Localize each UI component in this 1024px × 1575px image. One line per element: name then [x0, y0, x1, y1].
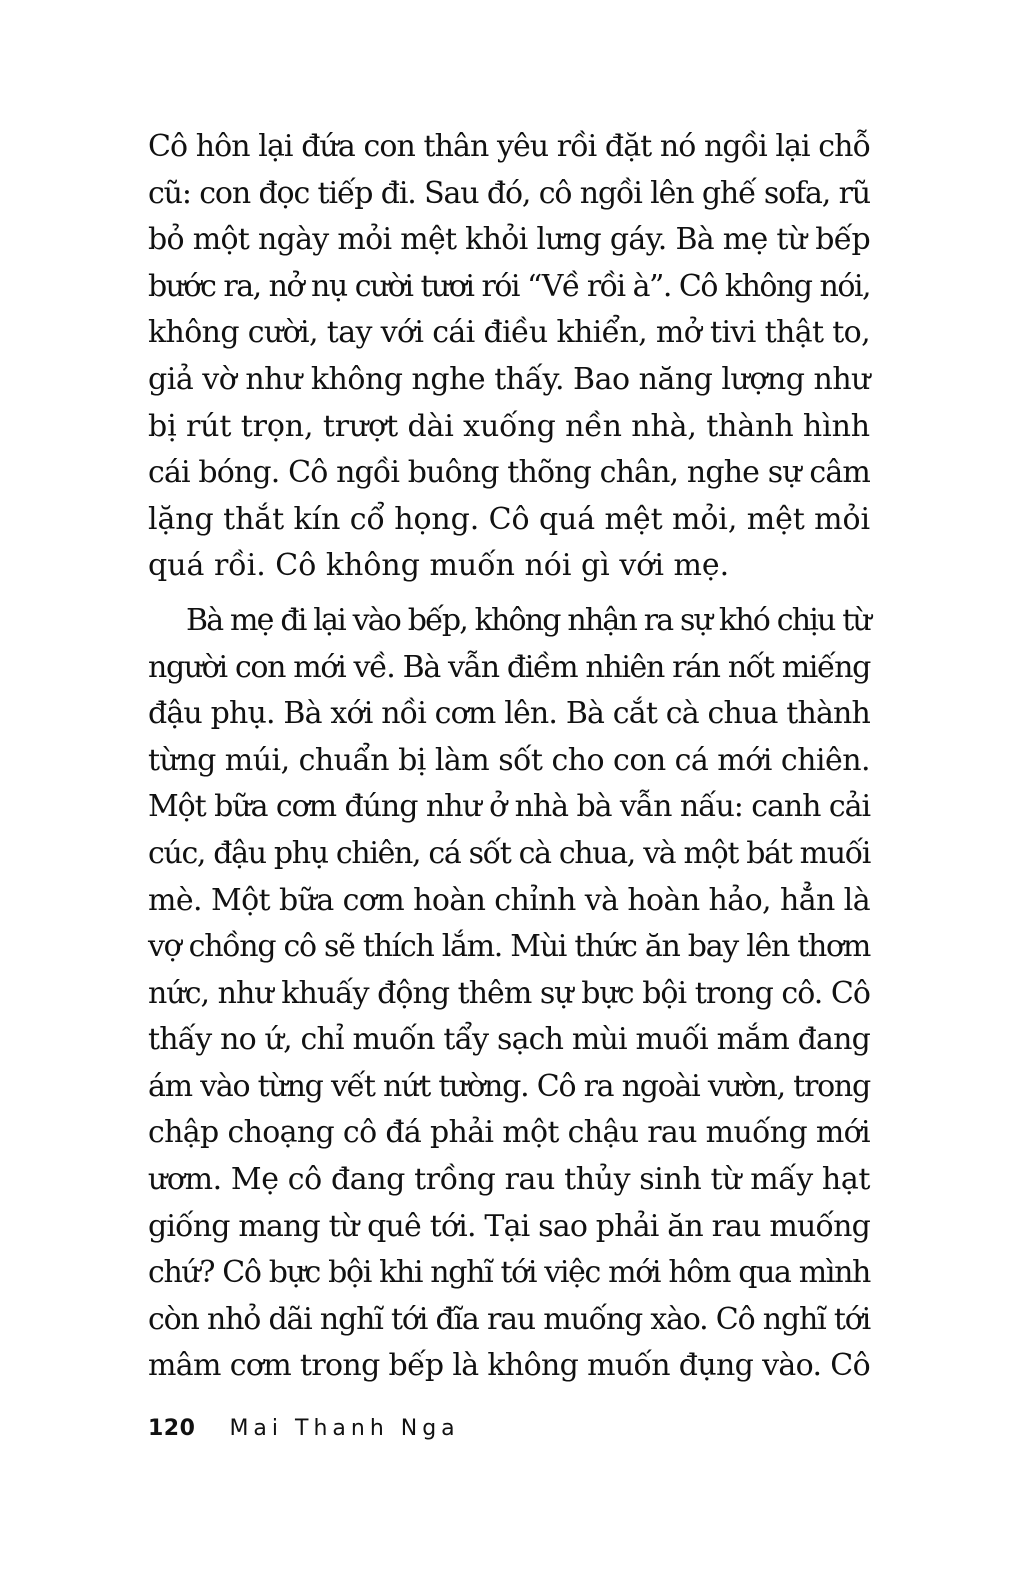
text-line: bị rút trọn, trượt dài xuống nền nhà, thành hình	[148, 408, 870, 444]
text-line: giống mang từ quê tới. Tại sao phải ăn rau muống	[148, 1208, 870, 1244]
paragraph-2	[148, 598, 870, 1390]
text-line: từng múi, chuẩn bị làm sốt cho con cá mới chiên.	[148, 742, 870, 778]
text-line: mè. Một bữa cơm hoàn chỉnh và hoàn hảo, hẳn là	[148, 882, 870, 918]
text-line: mâm cơm trong bếp là không muốn đụng vào. Cô	[148, 1348, 870, 1384]
text-line: chập choạng cô đá phải một chậu rau muống mới	[148, 1115, 870, 1151]
text-line-last: quá rồi. Cô không muốn nói gì với mẹ.	[148, 548, 730, 584]
page-number: 120	[148, 1416, 196, 1441]
text-line: giả vờ như không nghe thấy. Bao năng lượng như	[148, 361, 870, 397]
text-line: ám vào từng vết nứt tường. Cô ra ngoài vườn, trong	[148, 1068, 870, 1104]
text-line: bước ra, nở nụ cười tươi rói “Về rồi à”. Cô không nói,	[148, 268, 870, 304]
text-line: Cô hôn lại đứa con thân yêu rồi đặt nó ngồi lại chỗ	[148, 129, 870, 164]
text-line: người con mới về. Bà vẫn điềm nhiên rán nốt miếng	[148, 649, 870, 685]
text-line: chứ? Cô bực bội khi nghĩ tới việc mới hôm qua mình	[148, 1255, 870, 1291]
paragraph-1	[148, 124, 870, 590]
text-line: cũ: con đọc tiếp đi. Sau đó, cô ngồi lên ghế sofa, rũ	[148, 175, 870, 211]
paragraph-spacer	[148, 590, 870, 598]
text-line: thấy no ứ, chỉ muốn tẩy sạch mùi muối mắm đang	[148, 1022, 870, 1058]
text-line: Một bữa cơm đúng như ở nhà bà vẫn nấu: canh cải	[148, 789, 870, 825]
body-text	[148, 124, 870, 1390]
text-line: cái bóng. Cô ngồi buông thõng chân, nghe sự câm	[148, 455, 870, 491]
text-line: không cười, tay với cái điều khiển, mở tivi thật to,	[148, 315, 870, 351]
text-line: còn nhỏ dãi nghĩ tới đĩa rau muống xào. Cô nghĩ tới	[148, 1301, 870, 1337]
text-line: ươm. Mẹ cô đang trồng rau thủy sinh từ mấy hạt	[148, 1162, 870, 1198]
text-line: bỏ một ngày mỏi mệt khỏi lưng gáy. Bà mẹ từ bếp	[148, 222, 870, 258]
text-line: lặng thắt kín cổ họng. Cô quá mệt mỏi, mệt mỏi	[148, 501, 870, 537]
page-footer	[148, 1416, 460, 1441]
text-line: đậu phụ. Bà xới nồi cơm lên. Bà cắt cà chua thành	[148, 696, 870, 732]
author-name: Mai Thanh Nga	[229, 1416, 460, 1441]
text-line: cúc, đậu phụ chiên, cá sốt cà chua, và một bát muối	[148, 835, 870, 871]
text-line: vợ chồng cô sẽ thích lắm. Mùi thức ăn bay lên thơm	[148, 929, 870, 965]
text-line-indented: Bà mẹ đi lại vào bếp, không nhận ra sự khó chịu từ	[186, 602, 870, 638]
text-line: nức, như khuấy động thêm sự bực bội trong cô. Cô	[148, 975, 870, 1011]
